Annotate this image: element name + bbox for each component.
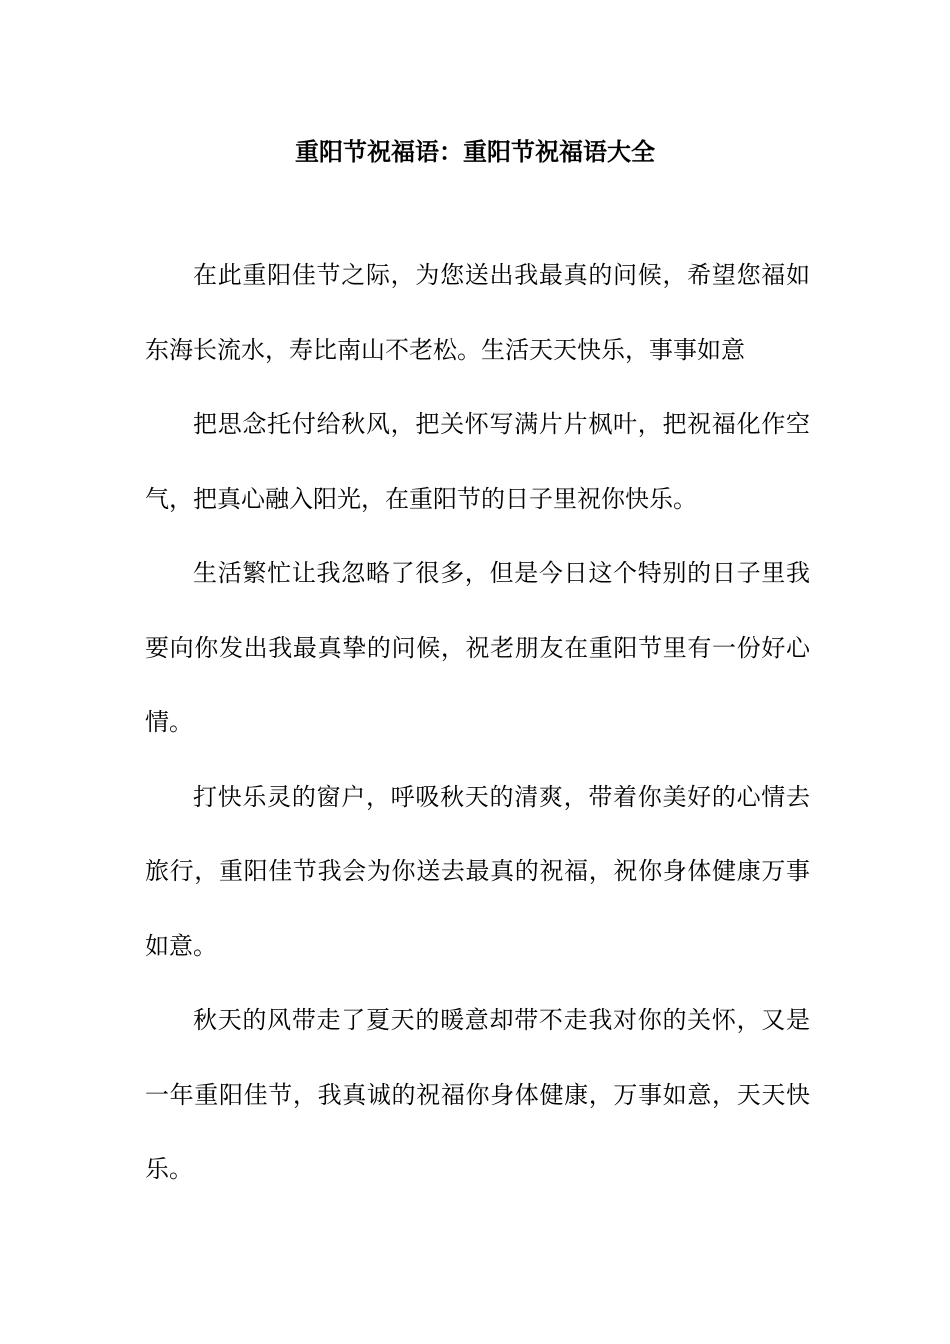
paragraph-3: 生活繁忙让我忽略了很多，但是今日这个特别的日子里我要向你发出我最真挚的问候，祝老朋友在重阳节里有一份好心情。	[145, 559, 810, 736]
document-body	[145, 238, 810, 1207]
paragraph-4: 打快乐灵的窗户，呼吸秋天的清爽，带着你美好的心情去旅行，重阳佳节我会为你送去最真的祝福，祝你身体健康万事如意。	[145, 782, 810, 960]
paragraph-1: 在此重阳佳节之际，为您送出我最真的问候，希望您福如东海长流水，寿比南山不老松。生活天天快乐，事事如意	[145, 261, 810, 364]
document-title: 重阳节祝福语：重阳节祝福语大全	[295, 137, 655, 166]
paragraph-5: 秋天的风带走了夏天的暖意却带不走我对你的关怀，又是一年重阳佳节，我真诚的祝福你身体健康，万事如意，天天快乐。	[145, 1006, 810, 1183]
paragraph-2: 把思念托付给秋风，把关怀写满片片枫叶，把祝福化作空气，把真心融入阳光，在重阳节的日子里祝你快乐。	[145, 410, 810, 513]
